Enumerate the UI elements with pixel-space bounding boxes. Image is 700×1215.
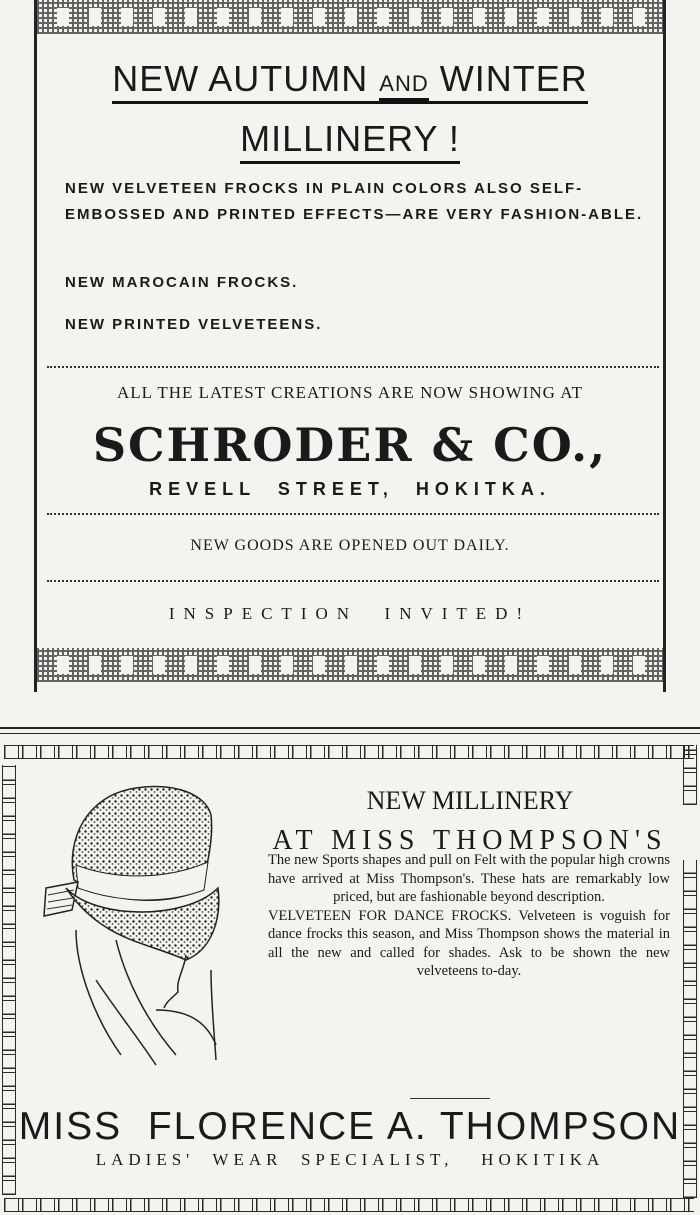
headline-part-2: WINTER [440,58,588,104]
proprietor-tagline: LADIES' WEAR SPECIALIST, HOKITIKA [95,1150,605,1169]
firm-address: REVELL STREET, HOKITKA. [149,479,551,499]
dotted-divider [47,366,659,368]
latest-creations-line: ALL THE LATEST CREATIONS ARE NOW SHOWING AT [117,383,583,402]
ad2-body-paragraph-2: VELVETEEN FOR DANCE FROCKS. Velveteen is voguish for dance frocks this season, and Miss Thompson shows the material in all the new and called for shades. Ask to be shown the new velveteens to-day. [268,907,670,979]
headline-millinery [37,118,663,160]
inspection-invited-line: INSPECTION INVITED! [168,604,532,623]
headline-autumn-winter [37,58,663,100]
headline-part-1: NEW AUTUMN [112,58,368,104]
para-marocain-frocks: NEW MAROCAIN FROCKS. [65,274,299,291]
headline-and: AND [379,71,428,101]
hat-illustration [36,770,256,1070]
column-rule [0,727,700,729]
short-rule [410,1098,490,1099]
firm-name: SCHRODER & CO., [92,418,608,472]
new-goods-line: NEW GOODS ARE OPENED OUT DAILY. [190,537,510,554]
column-rule [0,733,700,734]
headline-millinery-text: MILLINERY ! [240,118,460,164]
dotted-divider [47,513,659,515]
dotted-divider [47,580,659,582]
ad2-subtitle: AT MISS THOMPSON'S [272,825,668,856]
box-border-right-top [683,745,697,805]
bottom-checker-border [37,648,663,682]
box-border-bottom [4,1198,694,1212]
ad2-body-paragraph-1: The new Sports shapes and pull on Felt with the popular high crowns have arrived at Miss Thompson's. These hats are remarkably low priced, but are fashionable beyond description. [268,852,670,905]
ad2-body [268,851,670,981]
top-checker-border [37,0,663,34]
proprietor-name: MISS FLORENCE A. THOMPSON [18,1105,682,1148]
para-printed-velveteens: NEW PRINTED VELVETEENS. [65,316,323,333]
schroder-advertisement [34,0,666,692]
para-velveteen-frocks: NEW VELVETEEN FROCKS IN PLAIN COLORS ALSO SELF-EMBOSSED AND PRINTED EFFECTS—ARE VERY FASHION-ABLE. [65,180,644,223]
box-border-top [4,745,694,759]
ad2-title: NEW MILLINERY [366,786,574,815]
